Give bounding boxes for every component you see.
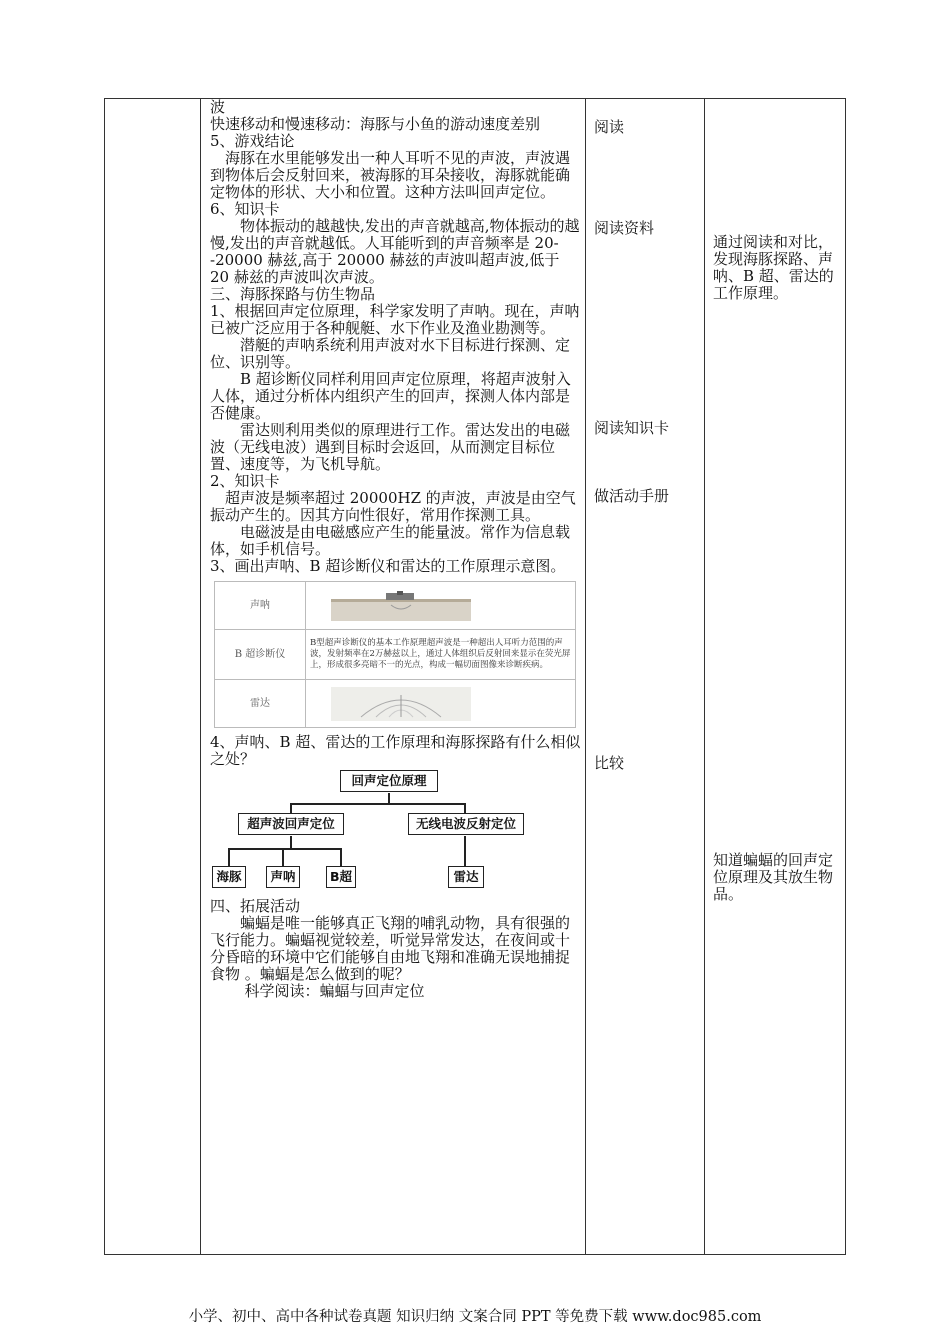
diagram-leaf: B超 — [326, 866, 356, 888]
row-label: 声呐 — [215, 582, 306, 630]
text-line: 2、知识卡 — [210, 472, 280, 490]
lesson-table — [104, 98, 846, 1255]
text-line: 三、海豚探路与仿生物品 — [210, 285, 376, 303]
text-line: 蝙蝠是唯一能够真正飞翔的哺乳动物，具有很强的飞行能力。蝙蝠视觉较差，听觉异常发达，在夜间或十分昏暗的环境中它们能够自由地飞翔和准确无误地捕捉食物 。蝙蝠是怎么做到的呢？ — [210, 914, 571, 983]
text-line: 海豚在水里能够发出一种人耳听不见的声波，声波遇到物体后会反射回来，被海豚的耳朵接收，海豚就能确定物体的形状、大小和位置。这种方法叫回声定位。 — [210, 149, 571, 201]
row-label: B 超诊断仪 — [215, 630, 306, 680]
goal-text: 知道蝙蝠的回声定位原理及其放生物品。 — [713, 851, 834, 903]
echolocation-diagram — [210, 768, 582, 898]
text-line: 5、游戏结论 — [210, 132, 295, 150]
goal-text: 通过阅读和对比，发现海豚探路、声呐、B 超、雷达的工作原理。 — [713, 233, 834, 302]
principle-table — [214, 581, 576, 728]
teaching-content — [210, 99, 582, 1000]
text-line: 6、知识卡 — [210, 200, 280, 218]
text-line: 雷达则利用类似的原理进行工作。雷达发出的电磁波（无线电波）遇到目标时会返回，从而测定目标位置、速度等，为飞机导航。 — [210, 421, 571, 473]
text-line: 物体振动的越越快,发出的声音就越高,物体振动的越慢,发出的声音就越低。人耳能听到的声音频率是 20--20000 赫兹,高于 20000 赫兹的声波叫超声波,低于 20 赫兹的声波叫次声波。 — [210, 217, 580, 286]
text-line: 超声波是频率超过 20000HZ 的声波，声波是由空气振动产生的。因其方向性很好，常用作探测工具。 — [210, 489, 576, 524]
sonar-illustration — [331, 591, 471, 621]
text-line: 电磁波是由电磁感应产生的能量波。常作为信息载体，如手机信号。 — [210, 523, 571, 558]
text-line: 4、声呐、B 超、雷达的工作原理和海豚探路有什么相似之处？ — [210, 733, 581, 768]
text-line: 四、拓展活动 — [210, 897, 301, 915]
column-divider — [585, 99, 586, 1254]
diagram-leaf: 海豚 — [212, 866, 246, 888]
text-line: 快速移动和慢速移动：海豚与小鱼的游动速度差别 — [210, 115, 541, 133]
radar-illustration — [331, 687, 471, 721]
diagram-right-branch: 无线电波反射定位 — [408, 813, 524, 835]
row-label: 雷达 — [215, 680, 306, 728]
diagram-root: 回声定位原理 — [340, 770, 438, 792]
column-divider — [200, 99, 201, 1254]
row-description: B型超声诊断仪的基本工作原理超声波是一种超出人耳听力范围的声波，发射频率在2万赫兹以上，通过人体组织后反射回来显示在荧光屏上，形成很多亮暗不一的光点，构成一幅切面图像来诊断疾病。 — [306, 630, 576, 680]
activity-label: 阅读知识卡 — [594, 419, 670, 437]
column-divider — [704, 99, 705, 1254]
text-line: 波 — [210, 98, 226, 116]
activity-label: 比较 — [594, 754, 625, 772]
activity-label: 阅读 — [594, 118, 625, 136]
text-line: 潜艇的声呐系统利用声波对水下目标进行探测、定位、识别等。 — [210, 336, 571, 371]
activity-label: 阅读资料 — [594, 219, 655, 237]
activity-label: 做活动手册 — [594, 487, 670, 505]
text-line: B 超诊断仪同样利用回声定位原理，将超声波射入人体，通过分析体内组织产生的回声，探测人体内部是否健康。 — [210, 370, 571, 422]
diagram-leaf: 声呐 — [266, 866, 300, 888]
text-line: 1、根据回声定位原理，科学家发明了声呐。现在，声呐已被广泛应用于各种舰艇、水下作业及渔业勘测等。 — [210, 302, 580, 337]
text-line: 科学阅读：蝙蝠与回声定位 — [244, 982, 425, 1000]
diagram-leaf: 雷达 — [448, 866, 484, 888]
page-footer: 小学、初中、高中各种试卷真题 知识归纳 文案合同 PPT 等免费下载 www.doc985.com — [188, 1309, 762, 1325]
text-line: 3、画出声呐、B 超诊断仪和雷达的工作原理示意图。 — [210, 557, 566, 575]
diagram-left-branch: 超声波回声定位 — [238, 813, 344, 835]
